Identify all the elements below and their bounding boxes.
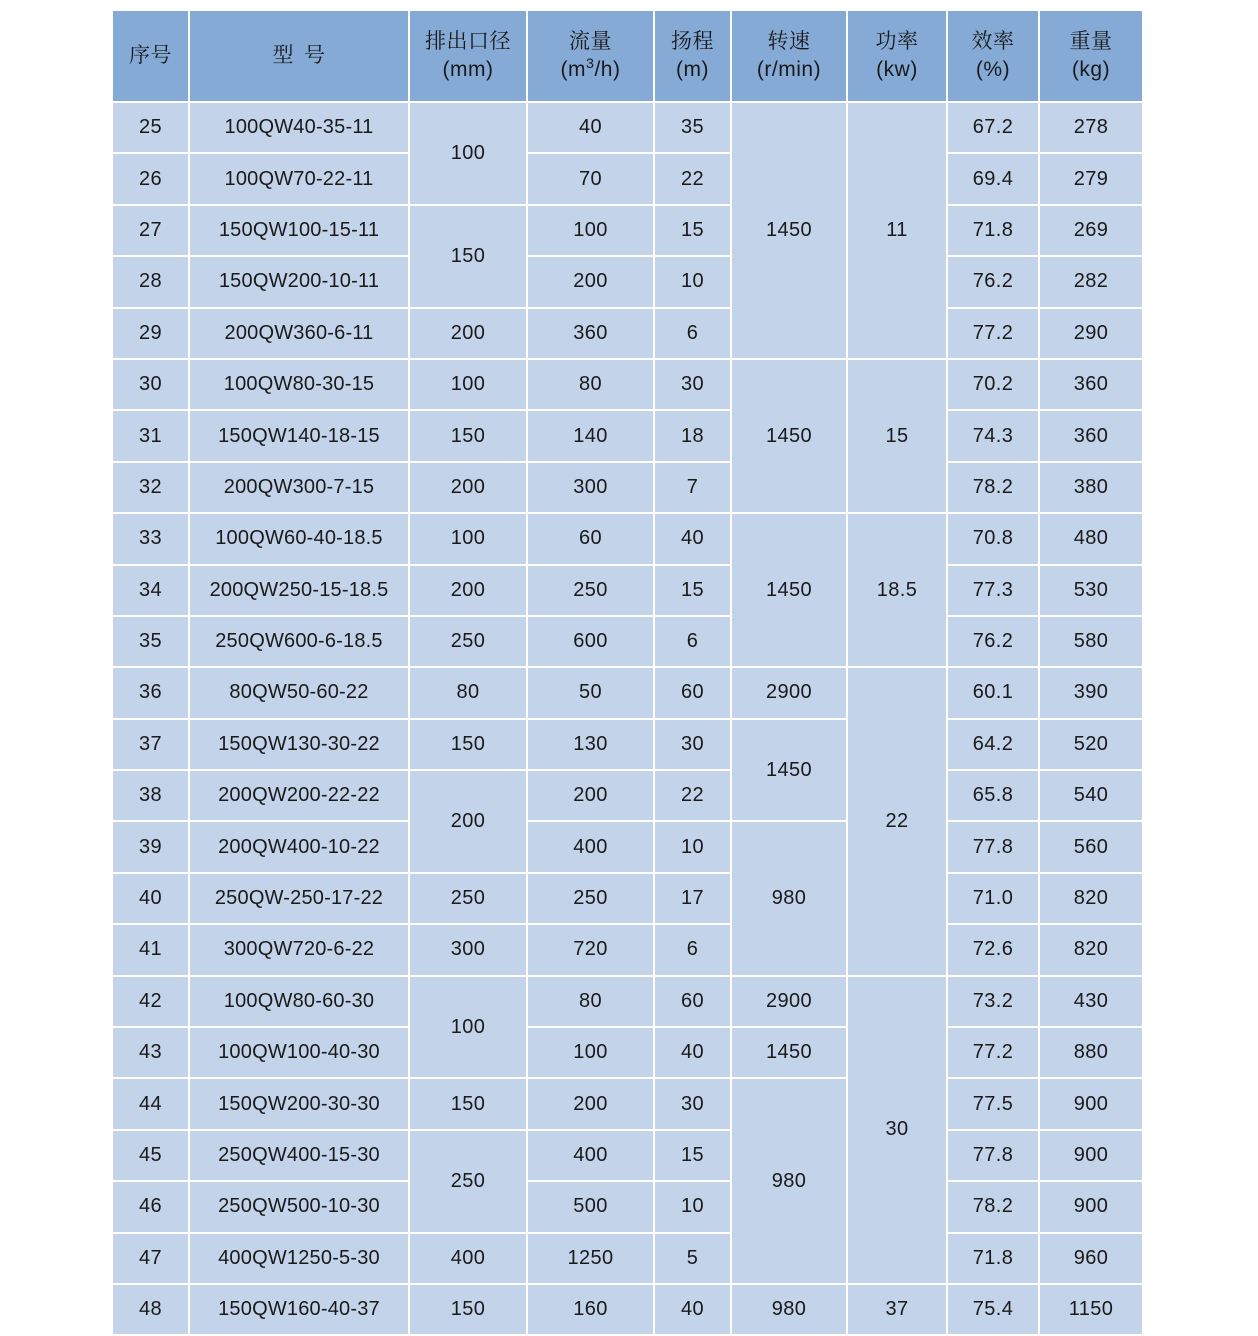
cell-no: 48 — [113, 1285, 190, 1336]
cell-model: 100QW60-40-18.5 — [190, 514, 410, 565]
cell-model: 150QW160-40-37 — [190, 1285, 410, 1336]
cell-eff: 77.8 — [948, 822, 1040, 873]
cell-weight: 520 — [1040, 720, 1144, 771]
cell-head: 6 — [655, 309, 732, 360]
table-row — [113, 566, 1144, 617]
cell-flow: 50 — [528, 668, 655, 719]
cell-outlet: 100 — [410, 360, 528, 411]
table-row — [113, 925, 1144, 976]
cell-eff: 74.3 — [948, 411, 1040, 462]
cell-eff: 69.4 — [948, 154, 1040, 205]
cell-model: 80QW50-60-22 — [190, 668, 410, 719]
column-header-eff — [948, 11, 1040, 103]
cell-power: 11 — [848, 103, 948, 360]
cell-weight: 279 — [1040, 154, 1144, 205]
column-header-label: 重量 — [1069, 30, 1113, 54]
table-row — [113, 257, 1144, 308]
column-header-label: 流量 — [569, 30, 612, 54]
table-row — [113, 1131, 1144, 1182]
cell-outlet: 80 — [410, 668, 528, 719]
pump-specification-table — [113, 11, 1144, 1336]
table-row — [113, 668, 1144, 719]
cell-no: 40 — [113, 874, 190, 925]
table-row — [113, 822, 1144, 873]
cell-no: 34 — [113, 566, 190, 617]
table-row — [113, 206, 1144, 257]
cell-power: 37 — [848, 1285, 948, 1336]
cell-eff: 71.8 — [948, 206, 1040, 257]
cell-head: 30 — [655, 1079, 732, 1130]
cell-no: 38 — [113, 771, 190, 822]
cell-outlet: 150 — [410, 206, 528, 309]
cell-weight: 390 — [1040, 668, 1144, 719]
cell-model: 200QW360-6-11 — [190, 309, 410, 360]
cell-weight: 820 — [1040, 874, 1144, 925]
cell-weight: 430 — [1040, 977, 1144, 1028]
cell-weight: 880 — [1040, 1028, 1144, 1079]
cell-head: 15 — [655, 1131, 732, 1182]
cell-flow: 200 — [528, 257, 655, 308]
column-header-label: 排出口径 — [425, 30, 511, 54]
cell-rpm: 1450 — [732, 720, 848, 823]
cell-weight: 560 — [1040, 822, 1144, 873]
cell-eff: 60.1 — [948, 668, 1040, 719]
cell-weight: 900 — [1040, 1131, 1144, 1182]
cell-model: 150QW140-18-15 — [190, 411, 410, 462]
cell-no: 29 — [113, 309, 190, 360]
cell-head: 40 — [655, 1028, 732, 1079]
cell-power: 18.5 — [848, 514, 948, 668]
cell-weight: 360 — [1040, 411, 1144, 462]
column-header-flow — [528, 11, 655, 103]
cell-flow: 80 — [528, 360, 655, 411]
cell-model: 100QW70-22-11 — [190, 154, 410, 205]
cell-no: 35 — [113, 617, 190, 668]
cell-weight: 900 — [1040, 1182, 1144, 1233]
cell-rpm: 1450 — [732, 103, 848, 360]
table-row — [113, 1079, 1144, 1130]
cell-outlet: 150 — [410, 720, 528, 771]
cell-head: 30 — [655, 360, 732, 411]
cell-rpm: 2900 — [732, 977, 848, 1028]
cell-no: 27 — [113, 206, 190, 257]
column-header-unit: (m) — [676, 58, 709, 81]
column-header-head — [655, 11, 732, 103]
cell-weight: 1150 — [1040, 1285, 1144, 1336]
column-header-unit: (kw) — [876, 58, 918, 81]
cell-model: 200QW300-7-15 — [190, 463, 410, 514]
cell-model: 150QW200-30-30 — [190, 1079, 410, 1130]
cell-no: 46 — [113, 1182, 190, 1233]
cell-flow: 500 — [528, 1182, 655, 1233]
cell-outlet: 250 — [410, 1131, 528, 1234]
cell-flow: 140 — [528, 411, 655, 462]
cell-flow: 80 — [528, 977, 655, 1028]
cell-head: 10 — [655, 1182, 732, 1233]
cell-no: 32 — [113, 463, 190, 514]
cell-head: 18 — [655, 411, 732, 462]
cell-no: 25 — [113, 103, 190, 154]
cell-eff: 71.8 — [948, 1234, 1040, 1285]
cell-eff: 77.5 — [948, 1079, 1040, 1130]
cell-no: 26 — [113, 154, 190, 205]
cell-flow: 200 — [528, 771, 655, 822]
cell-outlet: 200 — [410, 771, 528, 874]
table-header — [113, 11, 1144, 103]
column-header-unit: (r/min) — [756, 58, 822, 81]
cell-flow: 160 — [528, 1285, 655, 1336]
cell-model: 250QW400-15-30 — [190, 1131, 410, 1182]
cell-outlet: 200 — [410, 309, 528, 360]
cell-rpm: 980 — [732, 1285, 848, 1336]
cell-weight: 480 — [1040, 514, 1144, 565]
cell-model: 250QW600-6-18.5 — [190, 617, 410, 668]
cell-model: 400QW1250-5-30 — [190, 1234, 410, 1285]
column-header-label: 功率 — [875, 30, 919, 54]
cell-model: 150QW130-30-22 — [190, 720, 410, 771]
cell-outlet: 150 — [410, 1285, 528, 1336]
header-row — [113, 11, 1144, 103]
cell-flow: 200 — [528, 1079, 655, 1130]
cell-power: 30 — [848, 977, 948, 1285]
cell-flow: 600 — [528, 617, 655, 668]
cell-eff: 77.2 — [948, 1028, 1040, 1079]
column-header-label: 转速 — [767, 30, 811, 54]
table-row — [113, 1028, 1144, 1079]
cell-model: 200QW200-22-22 — [190, 771, 410, 822]
cell-weight: 530 — [1040, 566, 1144, 617]
cell-flow: 70 — [528, 154, 655, 205]
table-row — [113, 720, 1144, 771]
table-row — [113, 103, 1144, 154]
cell-head: 35 — [655, 103, 732, 154]
cell-head: 40 — [655, 514, 732, 565]
column-header-label: 序号 — [129, 44, 172, 68]
column-header-unit: (kg) — [1071, 58, 1111, 81]
cell-weight: 290 — [1040, 309, 1144, 360]
cell-flow: 100 — [528, 206, 655, 257]
cell-head: 15 — [655, 566, 732, 617]
cell-rpm: 1450 — [732, 514, 848, 668]
cell-outlet: 150 — [410, 1079, 528, 1130]
cell-no: 44 — [113, 1079, 190, 1130]
cell-head: 10 — [655, 822, 732, 873]
cell-head: 22 — [655, 154, 732, 205]
cell-no: 42 — [113, 977, 190, 1028]
cell-eff: 70.8 — [948, 514, 1040, 565]
column-header-no — [113, 11, 190, 103]
cell-head: 60 — [655, 977, 732, 1028]
column-header-model — [190, 11, 410, 103]
cell-eff: 77.2 — [948, 309, 1040, 360]
cell-no: 28 — [113, 257, 190, 308]
cell-no: 37 — [113, 720, 190, 771]
cell-outlet: 200 — [410, 566, 528, 617]
table-row — [113, 514, 1144, 565]
cell-weight: 960 — [1040, 1234, 1144, 1285]
table-row — [113, 771, 1144, 822]
table-row — [113, 1285, 1144, 1336]
cell-model: 100QW100-40-30 — [190, 1028, 410, 1079]
cell-model: 200QW250-15-18.5 — [190, 566, 410, 617]
cell-no: 47 — [113, 1234, 190, 1285]
cell-eff: 78.2 — [948, 1182, 1040, 1233]
cell-weight: 540 — [1040, 771, 1144, 822]
cell-model: 100QW80-30-15 — [190, 360, 410, 411]
cell-eff: 72.6 — [948, 925, 1040, 976]
table-row — [113, 1182, 1144, 1233]
cell-weight: 820 — [1040, 925, 1144, 976]
cell-rpm: 2900 — [732, 668, 848, 719]
cell-no: 43 — [113, 1028, 190, 1079]
column-header-power — [848, 11, 948, 103]
cell-power: 15 — [848, 360, 948, 514]
cell-head: 6 — [655, 617, 732, 668]
cell-weight: 278 — [1040, 103, 1144, 154]
cell-weight: 360 — [1040, 360, 1144, 411]
cell-weight: 282 — [1040, 257, 1144, 308]
cell-eff: 65.8 — [948, 771, 1040, 822]
cell-weight: 580 — [1040, 617, 1144, 668]
cell-eff: 78.2 — [948, 463, 1040, 514]
cell-eff: 77.3 — [948, 566, 1040, 617]
table-row — [113, 1234, 1144, 1285]
cell-model: 250QW-250-17-22 — [190, 874, 410, 925]
cell-no: 45 — [113, 1131, 190, 1182]
table-row — [113, 309, 1144, 360]
cell-eff: 71.0 — [948, 874, 1040, 925]
table-row — [113, 463, 1144, 514]
cell-flow: 60 — [528, 514, 655, 565]
cell-flow: 130 — [528, 720, 655, 771]
cell-eff: 76.2 — [948, 257, 1040, 308]
column-header-rpm — [732, 11, 848, 103]
column-header-label: 效率 — [971, 30, 1015, 54]
cell-head: 40 — [655, 1285, 732, 1336]
cell-flow: 400 — [528, 822, 655, 873]
cell-model: 200QW400-10-22 — [190, 822, 410, 873]
cell-eff: 70.2 — [948, 360, 1040, 411]
cell-eff: 67.2 — [948, 103, 1040, 154]
cell-outlet: 300 — [410, 925, 528, 976]
cell-weight: 380 — [1040, 463, 1144, 514]
cell-rpm: 980 — [732, 1079, 848, 1285]
cell-flow: 1250 — [528, 1234, 655, 1285]
cell-head: 60 — [655, 668, 732, 719]
column-header-label: 型 号 — [272, 44, 326, 68]
cell-head: 30 — [655, 720, 732, 771]
cell-outlet: 100 — [410, 103, 528, 206]
cell-flow: 250 — [528, 566, 655, 617]
cell-no: 33 — [113, 514, 190, 565]
cell-weight: 900 — [1040, 1079, 1144, 1130]
spec-table-container — [113, 11, 1144, 1336]
cell-model: 250QW500-10-30 — [190, 1182, 410, 1233]
cell-eff: 73.2 — [948, 977, 1040, 1028]
cell-head: 5 — [655, 1234, 732, 1285]
cell-flow: 100 — [528, 1028, 655, 1079]
cell-eff: 77.8 — [948, 1131, 1040, 1182]
column-header-unit: (%) — [975, 58, 1011, 81]
cell-head: 22 — [655, 771, 732, 822]
cell-rpm: 1450 — [732, 360, 848, 514]
cell-flow: 720 — [528, 925, 655, 976]
cell-outlet: 100 — [410, 977, 528, 1080]
cell-model: 100QW40-35-11 — [190, 103, 410, 154]
cell-head: 10 — [655, 257, 732, 308]
cell-no: 41 — [113, 925, 190, 976]
cell-no: 39 — [113, 822, 190, 873]
cell-rpm: 1450 — [732, 1028, 848, 1079]
cell-power: 22 — [848, 668, 948, 976]
cell-outlet: 250 — [410, 874, 528, 925]
table-row — [113, 874, 1144, 925]
column-header-weight — [1040, 11, 1144, 103]
table-row — [113, 617, 1144, 668]
column-header-label: 扬程 — [671, 30, 714, 54]
cell-head: 15 — [655, 206, 732, 257]
cell-weight: 269 — [1040, 206, 1144, 257]
cell-outlet: 150 — [410, 411, 528, 462]
table-row — [113, 411, 1144, 462]
cell-head: 7 — [655, 463, 732, 514]
cell-outlet: 100 — [410, 514, 528, 565]
table-body — [113, 103, 1144, 1336]
cell-head: 6 — [655, 925, 732, 976]
cell-outlet: 200 — [410, 463, 528, 514]
cell-eff: 75.4 — [948, 1285, 1040, 1336]
cell-no: 36 — [113, 668, 190, 719]
cell-head: 17 — [655, 874, 732, 925]
cell-outlet: 400 — [410, 1234, 528, 1285]
cell-model: 150QW100-15-11 — [190, 206, 410, 257]
cell-flow: 250 — [528, 874, 655, 925]
cell-flow: 360 — [528, 309, 655, 360]
cell-model: 300QW720-6-22 — [190, 925, 410, 976]
table-row — [113, 360, 1144, 411]
cell-no: 30 — [113, 360, 190, 411]
cell-eff: 76.2 — [948, 617, 1040, 668]
column-header-unit: $(m^3/h)$ — [560, 56, 621, 81]
cell-model: 150QW200-10-11 — [190, 257, 410, 308]
column-header-unit: (mm) — [442, 58, 494, 81]
cell-outlet: 250 — [410, 617, 528, 668]
cell-flow: 400 — [528, 1131, 655, 1182]
column-header-outlet — [410, 11, 528, 103]
cell-flow: 40 — [528, 103, 655, 154]
cell-no: 31 — [113, 411, 190, 462]
cell-rpm: 980 — [732, 822, 848, 976]
cell-eff: 64.2 — [948, 720, 1040, 771]
cell-flow: 300 — [528, 463, 655, 514]
cell-model: 100QW80-60-30 — [190, 977, 410, 1028]
table-row — [113, 154, 1144, 205]
table-row — [113, 977, 1144, 1028]
